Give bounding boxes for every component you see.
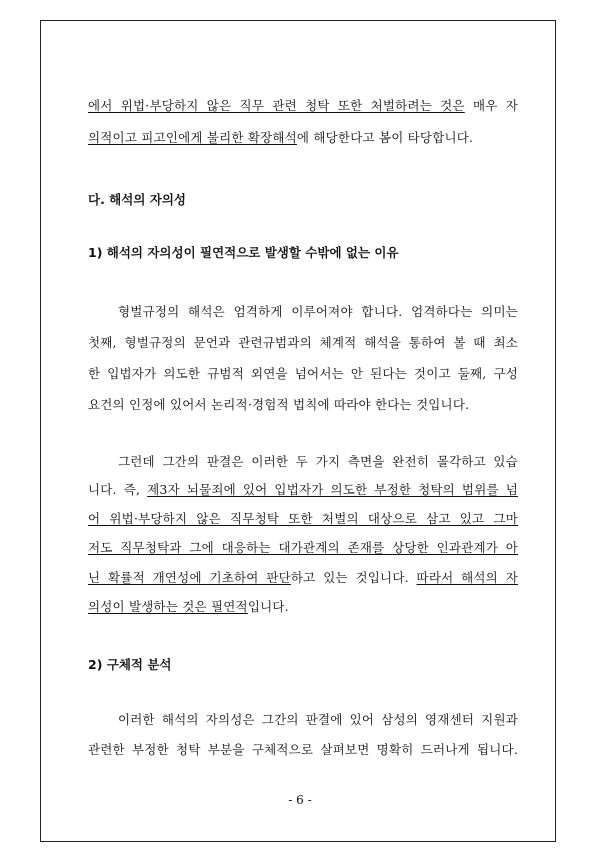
text-line: 그런데 그간의 판결은 이러한 두 가지 측면을 완전히 몰각하고 있습 [118, 454, 518, 469]
plain-text: 하고 있는 것입니다. [290, 570, 417, 585]
page-number: - 6 - [288, 793, 312, 807]
plain-text: 매우 자 [464, 98, 518, 113]
text-line: 이러한 해석의 자의성은 그간의 판결에 있어 삼성의 영재센터 지원과 [118, 712, 518, 727]
text-line: 첫째, 형벌규정의 문언과 관련규범과의 체계적 해석을 통하여 볼 때 최소 [88, 335, 518, 350]
underlined-text: 에서 위법·부당하지 않은 직무 관련 청탁 또한 처벌하려는 것은 [88, 98, 465, 113]
plain-text: 니다. 즉, [88, 482, 148, 497]
section-heading: 다. 해석의 자의성 [88, 192, 186, 207]
text-line: 한 입법자가 의도한 규범적 외연을 넘어서는 안 된다는 것이고 둘째, 구성 [88, 366, 518, 381]
underlined-text: 의성이 발생하는 것은 필연적 [88, 599, 248, 614]
text-line: 형벌규정의 해석은 엄격하게 이루어져야 합니다. 엄격하다는 의미는 [118, 304, 518, 319]
text-line: 요건의 인정에 있어서 논리적·경험적 법칙에 따라야 한다는 것입니다. [88, 397, 470, 412]
subsection-heading: 2) 구체적 분석 [88, 657, 172, 672]
underlined-text: 따라서 해석의 자 [416, 570, 518, 585]
text-line [88, 509, 518, 527]
underlined-text: 어 위법·부당하지 않은 직무청탁 또한 처벌의 대상으로 삼고 있고 그마 [88, 511, 518, 526]
text-line [88, 538, 518, 556]
underlined-text: 저도 직무청탁과 그에 대응하는 대가관계의 존재를 상당한 인과관계가 아 [88, 540, 518, 555]
underlined-text: 제3자 뇌물죄에 있어 입법자가 의도한 부정한 청탁의 범위를 넘 [147, 482, 518, 497]
underlined-text: 의적이고 피고인에게 불리한 확장해석 [88, 130, 297, 145]
text-line [88, 597, 518, 615]
underlined-text: 닌 확률적 개연성에 기초하여 판단 [88, 570, 291, 585]
text-line [88, 480, 518, 498]
plain-text: 입니다. [247, 599, 289, 614]
text-line [88, 128, 518, 146]
text-line [88, 568, 518, 586]
subsection-heading: 1) 해석의 자의성이 필연적으로 발생할 수밖에 없는 이유 [88, 245, 399, 260]
text-line: 관련한 부정한 청탁 부분을 구체적으로 살펴보면 명확히 드러나게 됩니다. [88, 742, 518, 757]
plain-text: 에 해당한다고 봄이 타당합니다. [296, 130, 474, 145]
text-line [88, 96, 518, 114]
